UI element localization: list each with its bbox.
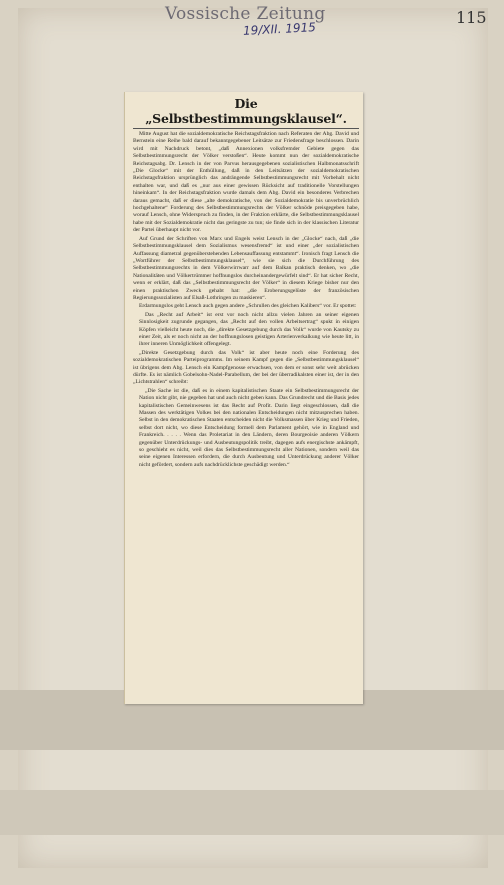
article-paragraph: „Direkte Gesetzgebung durch das Volk“ ist aber heute noch eine Forderung des sozialdemokratischen Parteiprogramms. Im seinem Kampf gegen die „Selbstbestimmungsklausel“ ist übrigens dem Abg. Lensch ein Kampfgenosse erwachsen, von dem er sonst sehr weit abrücken dürfte. Es ist nämlich Gobelsohn-Nadel-Parabellum, der bei der überradikalsten einer ist, der in den „Lichtstrahlen“ schreibt: [133, 349, 359, 386]
article-title-box [133, 96, 359, 129]
newspaper-clipping [124, 92, 363, 704]
article-paragraph: Erdarmungslos geht Lensch auch gegen andere „Schrullen des gleichen Kalibers“ vor. Er spottet: [139, 303, 357, 310]
article-quote: „Die Sache ist die, daß es in einem kapitalistischen Staate ein Selbstbestimmungsrecht der Nation nicht gibt, nie gegeben hat und auch nicht geben kann. Das Grundrecht und die Basis jedes kapitalistischen Gemeinwesens ist das Recht auf Profit. Darin liegt eingeschlossen, daß die Massen des werktätigen Volkes bei den nationalen Entscheidungen nicht mitzusprechen haben. Selbst in den demokratischen Staaten entscheiden nicht die Volksmassen über Krieg und Frieden, selbst dort nicht, wo diese Entscheidung formell dem Parlament gehört, wie in England und Frankreich. . . . . Wenn das Proletariat in den Ländern, deren Bourgeoisie anderen Völkern gegenüber Unterdrückungs- und Ausbeutungspolitik treibt, dagegen aufs energischste ankämpft, so geschieht es nicht, weil dies das Selbstbestimmungsrecht aller Nationen, sondern weil das seine eigenen Interessen erfordern, die durch Ausbeutung und Unterdrückung anderer Völker nicht gefördert, sondern aufs nachdrücklichste geschädigt werden.“ [139, 387, 359, 468]
page-number: 115 [456, 8, 487, 27]
article-quote: Das „Recht auf Arbeit“ ist erst vor noch nicht allzu vielen Jahren an seiner eigenen Sinnlosigkeit zugrunde gegangen, das „Recht auf den vollen Arbeitsertrag“ spukt in einigen Köpfen vielleicht heute noch, die „direkte Gesetzgebung durch das Volk“ wurde von Kautsky zu einer Zeit, als er noch nicht an der hoffnungslosen geistigen Arterienverkalkung wie heute litt, in ihrer inneren Unmöglichkeit offengelegt. [139, 311, 359, 348]
article-title: Die „Selbstbestimmungsklausel“. [145, 96, 347, 126]
handwritten-date: 19/XII. 1915 [242, 20, 317, 38]
scan-band-lower [0, 790, 504, 835]
article-paragraph: Auf Grund der Schriften von Marx und Engels weist Lensch in der „Glocke“ nach, daß „die Selbstbestimmungsklausel dem Sozialismus wesensfremd“ ist und einer „der sozialistischen Auffassung diametral gegenüberstehenden Lebensauffassung entstammt“. Ironisch fragt Lensch die „Wortführer der Selbstbestimmungsklausel“, wie sie sich die Durchführung des Selbstbestimmungsrechts in dem Völkerwirrwarr auf dem Balkan praktisch denken, wo „die Nationalitäten und Völkertrümmer hoffnungslos durcheinandergewürfelt sind“. Er hat sicher Recht, wenn er erklärt, daß das „Selbstbestimmungsrecht der Völker“ in diesem Kriege bisher nur den einen praktischen Zweck gehabt hat: „die Eroberungsgelüste der französischen Regierungssozialisten auf Elsaß-Lothringen zu maskieren“. [133, 235, 359, 301]
article-paragraph: Mitte August hat die sozialdemokratische Reichstagsfraktion nach Referaten der Abg. David und Bernstein eine Reihe bald darauf bekanntgegebener Leitsätze zur Friedensfrage beschlossen. Darin wird mit Nachdruck betont, „daß Annexionen volksfremder Gebiete gegen das Selbstbestimmungsrecht der Völker verstoßen“. Heute kommt nun der sozialdemokratische Reichstagsabg. Dr. Lensch in der von Parvus herausgegebenen sozialistischen Halbmonatsschrift „Die Glocke“ mit der Enthüllung, daß in den Leitsätzen der sozialdemokratischen Reichstagsfraktion ursprünglich das andrängende Selbstbestimmungsrecht mit Vorbehalt nicht enthalten war, und daß es „nur aus einer gewissen Rücksicht auf traditionelle Vorstellungen hineinkam“. In der Reichstagsfraktion wurde damals dem Abg. David ein besonderes Verbrechen daraus gemacht, daß er diese „alte demokratische, von der Sozialdemokratie bis unverbrüchlich hochgehaltene“ Forderung des Selbstbestimmungsrechts der Völker schnöde preisgegeben habe, worauf Lensch, ohne Widerspruch zu finden, in der Fraktion erklärte, die Selbstbestimmungsklausel habe mit der Sozialdemokratie nicht das geringste zu tun; sie finde sich in der klassischen Literatur der Partei überhaupt nicht vor. [133, 131, 359, 234]
article-body [125, 129, 363, 469]
newspaper-name: Vossische Zeitung [165, 4, 326, 24]
